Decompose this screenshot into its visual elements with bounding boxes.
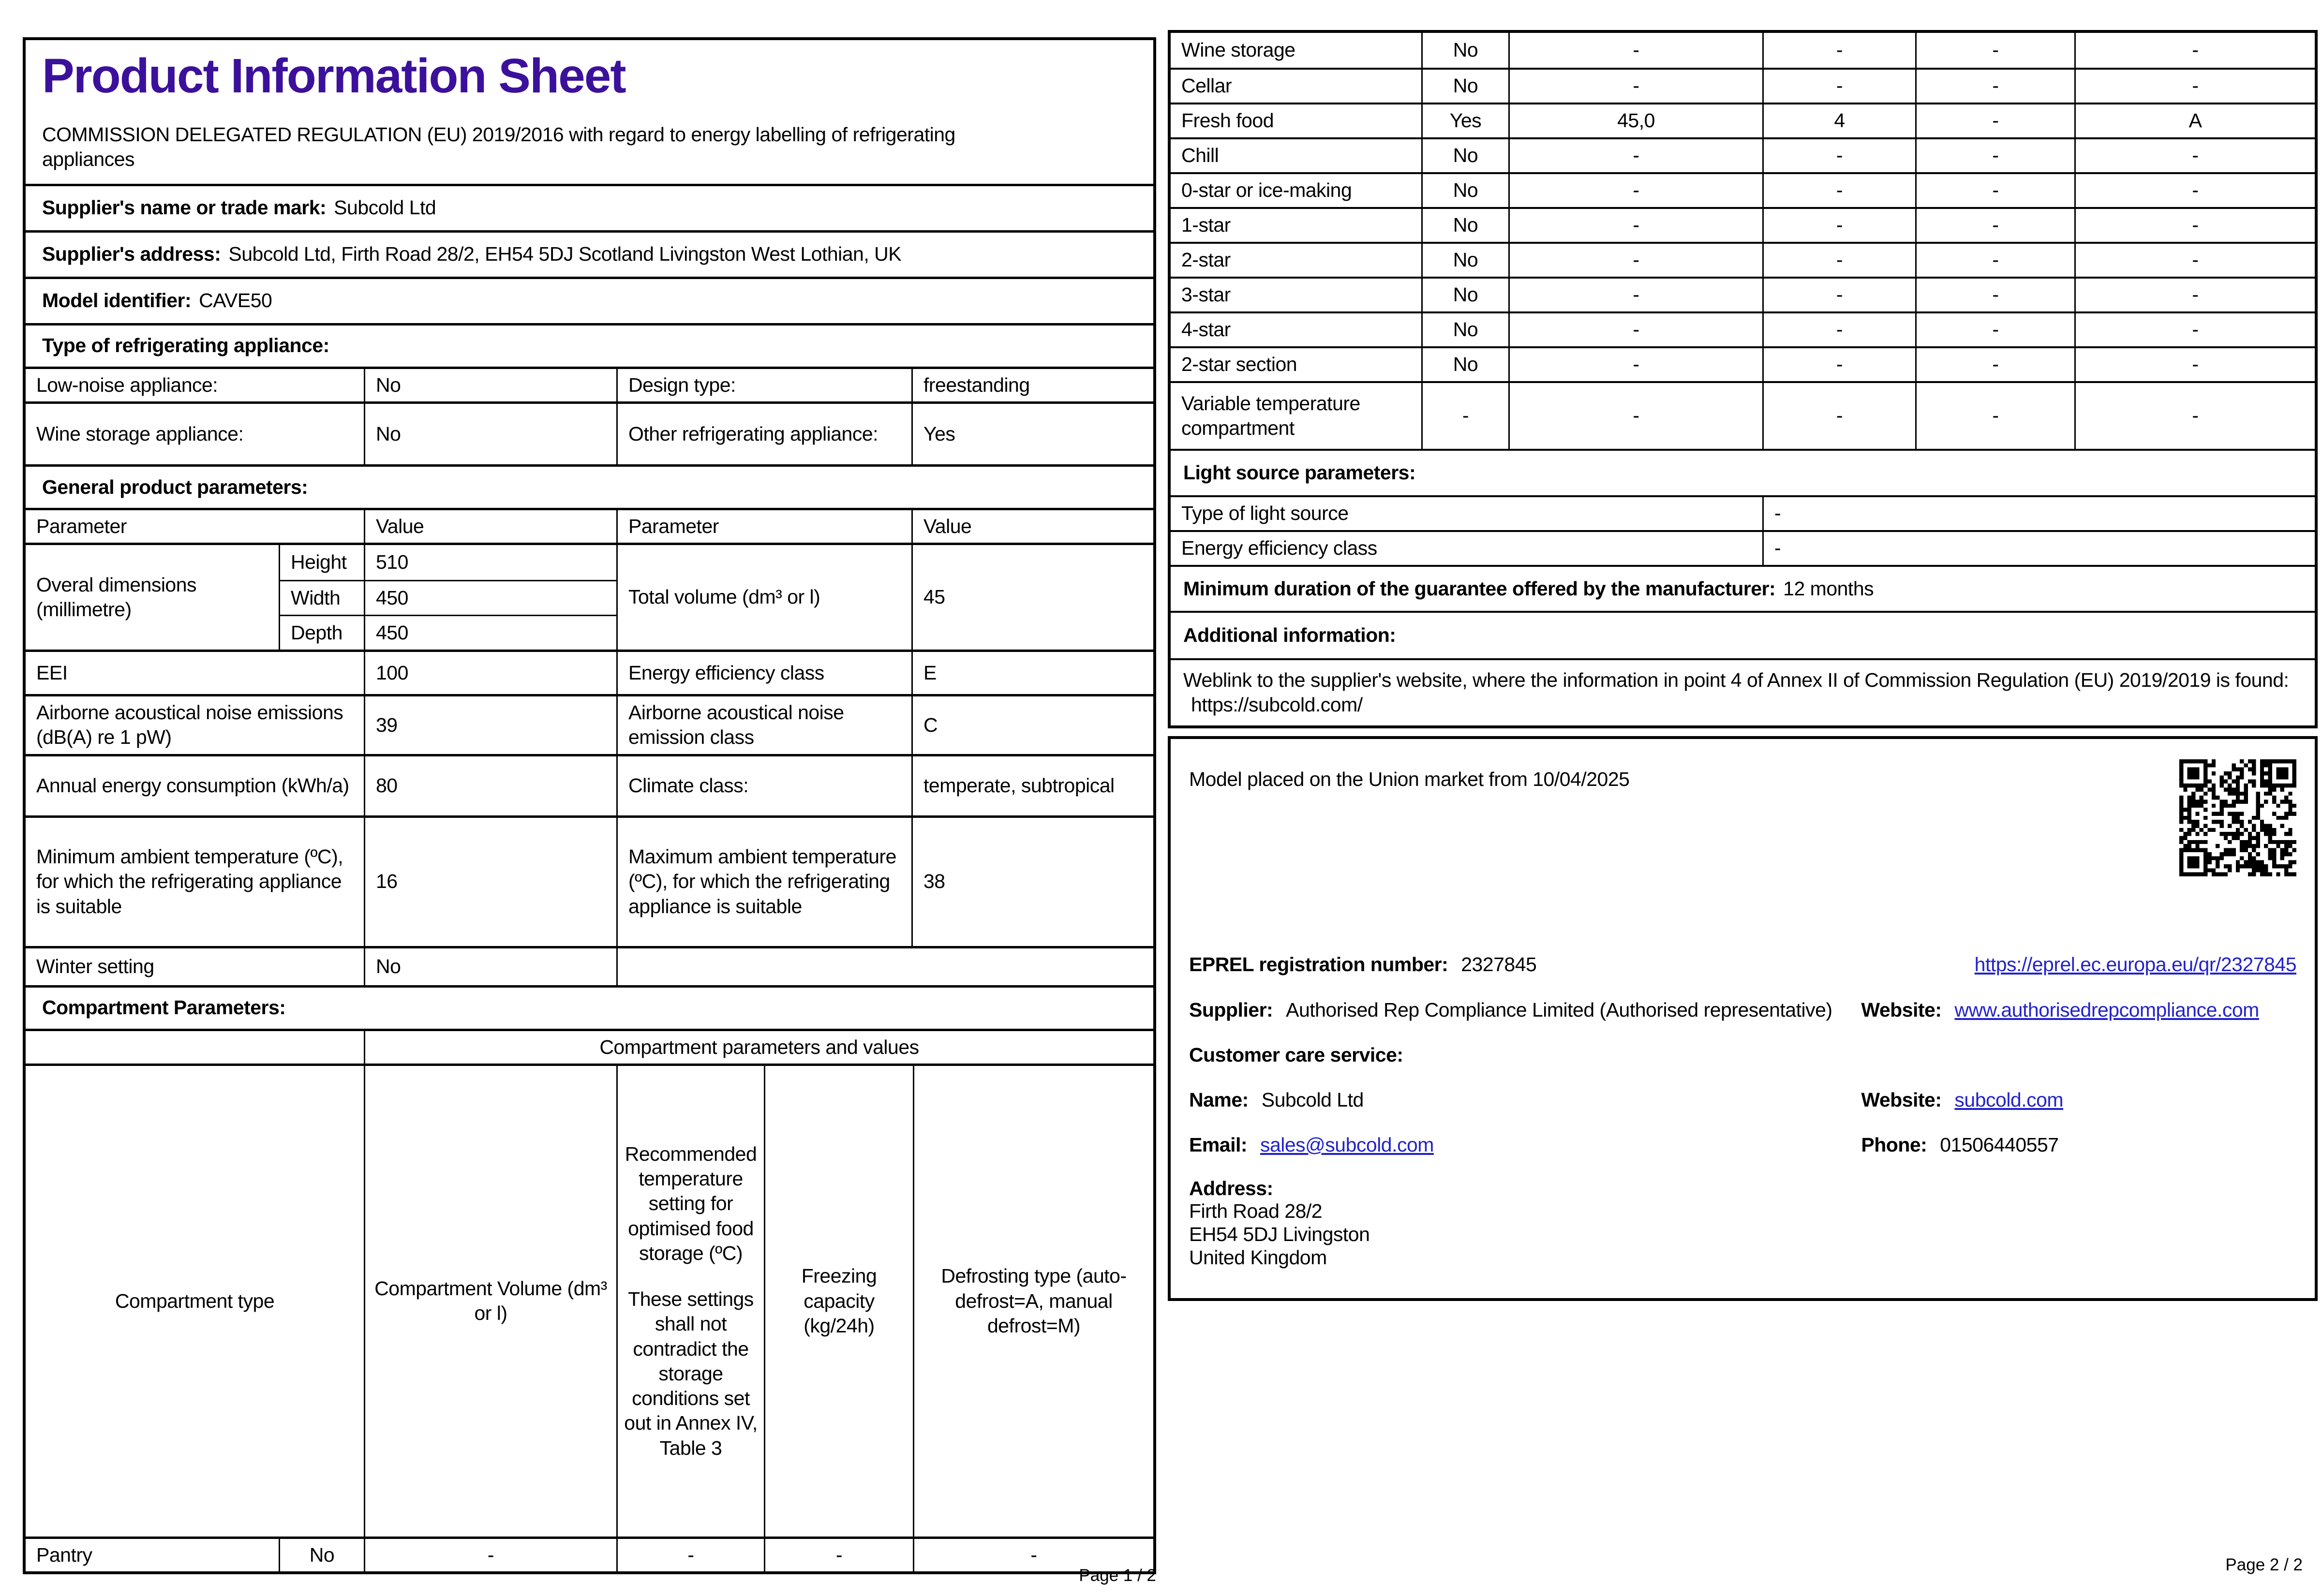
dimension-height-row [279, 545, 616, 580]
table-row [1171, 346, 2315, 381]
row-temp: - [1836, 214, 1843, 236]
eprel-row [1189, 952, 2296, 977]
row-label: 1-star [1181, 214, 1231, 236]
pantry-freezing: - [835, 1543, 843, 1566]
light-type-label: Type of light source [1181, 502, 1349, 525]
row-label: Wine storage [1181, 39, 1295, 61]
ambient-temperature-row [26, 815, 1153, 946]
row-label: Variable temperature compartment [1181, 392, 1360, 439]
light-type-value: - [1774, 502, 1781, 525]
table-row [1171, 311, 2315, 346]
row-volume: - [1633, 144, 1639, 167]
row-present: No [1453, 39, 1478, 61]
supplier-name-label: Supplier's name or trade mark: [42, 196, 327, 219]
dimension-depth-row [279, 615, 616, 650]
table-row [1171, 103, 2315, 137]
compartment-span-header-row [26, 1029, 1153, 1064]
page-1 [23, 37, 1156, 1574]
row-defrost: - [2192, 144, 2199, 167]
row-present: No [1453, 353, 1478, 376]
col-defrosting-type: Defrosting type (auto-defrost=A, manual defrost=M) [941, 1265, 1127, 1337]
row-volume: 45,0 [1617, 109, 1655, 132]
row-temp: - [1836, 179, 1843, 202]
type-section-header: Type of refrigerating appliance: [26, 323, 1153, 367]
regulation-subtitle: COMMISSION DELEGATED REGULATION (EU) 2019/2016 with regard to energy labelling of refrigerating appliances [42, 123, 955, 171]
row-temp: - [1836, 353, 1843, 376]
low-noise-label: Low-noise appliance: [36, 373, 218, 396]
pantry-row [26, 1537, 1153, 1571]
pantry-label: Pantry [36, 1543, 92, 1566]
title-block [26, 40, 1153, 184]
parameter-header-row [26, 508, 1153, 543]
row-defrost: - [2192, 249, 2199, 271]
care-name-row [1189, 1088, 2296, 1112]
col-recommended-temp-note: These settings shall not contradict the storage conditions set out in Annex IV, Table 3 [624, 1288, 758, 1459]
energy-class-label: Energy efficiency class [628, 661, 824, 684]
row-freezing: - [1992, 109, 1999, 132]
value-header: Value [376, 515, 424, 537]
compartment-section-header: Compartment Parameters: [26, 985, 1153, 1029]
row-present: - [1462, 404, 1469, 427]
row-freezing: - [1992, 318, 1999, 341]
model-identifier-label: Model identifier: [42, 289, 192, 312]
row-volume: - [1633, 74, 1639, 97]
eprel-label: EPREL registration number: [1189, 953, 1448, 976]
row-volume: - [1633, 283, 1639, 306]
eei-label: EEI [36, 661, 68, 684]
care-phone-value: 01506440557 [1940, 1134, 2059, 1156]
guarantee-label: Minimum duration of the guarantee offered by the manufacturer: [1183, 577, 1776, 600]
care-name-value: Subcold Ltd [1261, 1089, 1364, 1111]
dimensions-label: Overal dimensions (millimetre) [36, 573, 197, 621]
row-defrost: - [2192, 353, 2199, 376]
compartment-span-header: Compartment parameters and values [599, 1035, 919, 1058]
row-defrost: - [2192, 74, 2199, 97]
address-line: Firth Road 28/2 [1189, 1200, 1323, 1223]
care-website-label: Website: [1861, 1089, 1942, 1111]
row-present: No [1453, 214, 1478, 236]
row-temp: - [1836, 404, 1843, 427]
annual-energy-row [26, 754, 1153, 815]
row-freezing: - [1992, 214, 1999, 236]
wine-storage-appliance-row [26, 401, 1153, 464]
design-type-value: freestanding [923, 373, 1030, 396]
table-row [1171, 68, 2315, 103]
height-label: Height [291, 551, 347, 574]
row-label: 2-star section [1181, 353, 1297, 376]
row-volume: - [1633, 39, 1639, 61]
annual-energy-label: Annual energy consumption (kWh/a) [36, 774, 349, 797]
row-present: No [1453, 74, 1478, 97]
eprel-number: 2327845 [1461, 953, 1537, 976]
row-temp: - [1836, 74, 1843, 97]
energy-class-value: E [923, 661, 937, 684]
row-temp: - [1836, 318, 1843, 341]
parameter-header: Parameter [628, 515, 719, 537]
page-2-upper-box [1168, 30, 2318, 728]
guarantee-value: 12 months [1783, 577, 1874, 600]
pantry-defrost: - [1030, 1543, 1037, 1566]
row-freezing: - [1992, 39, 1999, 61]
address-label: Address: [1189, 1177, 1273, 1199]
parameter-header: Parameter [36, 515, 127, 537]
table-row [1171, 381, 2315, 449]
noise-class-label: Airborne acoustical noise emission class [628, 701, 844, 749]
row-present: No [1453, 249, 1478, 271]
page-2-footer: Page 2 / 2 [2225, 1555, 2303, 1574]
table-row [1171, 172, 2315, 207]
pantry-present: No [309, 1543, 335, 1566]
col-freezing-capacity: Freezing capacity (kg/24h) [801, 1265, 877, 1337]
wine-storage-appliance-value: No [376, 422, 401, 445]
table-row [1171, 137, 2315, 172]
eei-row [26, 650, 1153, 694]
page-2-lower-box [1168, 736, 2318, 1301]
value-header: Value [923, 515, 972, 537]
row-present: No [1453, 144, 1478, 167]
row-present: No [1453, 179, 1478, 202]
care-email-row [1189, 1133, 2296, 1157]
row-volume: - [1633, 318, 1639, 341]
row-freezing: - [1992, 144, 1999, 167]
row-defrost: - [2192, 318, 2199, 341]
winter-setting-label: Winter setting [36, 955, 154, 977]
address-block [1189, 1177, 2296, 1270]
weblink-row [1171, 658, 2315, 725]
row-label: 2-star [1181, 249, 1231, 271]
supplier-address-value: Subcold Ltd, Firth Road 28/2, EH54 5DJ Scotland Livingston West Lothian, UK [228, 243, 902, 266]
annual-energy-value: 80 [376, 774, 398, 797]
address-line: United Kingdom [1189, 1246, 1327, 1269]
noise-emissions-value: 39 [376, 713, 398, 736]
care-email-label: Email: [1189, 1134, 1248, 1156]
care-website-link[interactable]: subcold.com [1954, 1089, 2064, 1111]
depth-value: 450 [376, 621, 408, 644]
row-freezing: - [1992, 404, 1999, 427]
row-freezing: - [1992, 353, 1999, 376]
min-temp-value: 16 [376, 870, 398, 893]
total-volume-label: Total volume (dm³ or l) [628, 586, 820, 608]
table-row [1171, 277, 2315, 311]
row-label: 3-star [1181, 283, 1231, 306]
winter-setting-row [26, 946, 1153, 985]
light-class-row [1171, 530, 2315, 565]
light-section-header: Light source parameters: [1171, 449, 2315, 495]
dimension-width-row [279, 580, 616, 615]
light-type-row [1171, 495, 2315, 530]
row-defrost: - [2192, 179, 2199, 202]
supplier-name-row [26, 184, 1153, 230]
row-defrost: - [2192, 283, 2199, 306]
row-volume: - [1633, 214, 1639, 236]
supplier-address-row [26, 230, 1153, 277]
row-temp: - [1836, 144, 1843, 167]
col-compartment-volume: Compartment Volume (dm³ or l) [374, 1277, 607, 1325]
row-label: Chill [1181, 144, 1219, 167]
col-compartment-type: Compartment type [115, 1289, 275, 1312]
low-noise-row [26, 367, 1153, 401]
max-temp-label: Maximum ambient temperature (ºC), for which the refrigerating appliance is suitable [628, 845, 896, 917]
weblink-url: https://subcold.com/ [1191, 694, 1363, 716]
row-freezing: - [1992, 74, 1999, 97]
supplier-website-link[interactable]: www.authorisedrepcompliance.com [1954, 998, 2259, 1021]
page-1-footer: Page 1 / 2 [1079, 1566, 1156, 1585]
eei-value: 100 [376, 661, 408, 684]
row-present: No [1453, 318, 1478, 341]
eprel-link[interactable]: https://eprel.ec.europa.eu/qr/2327845 [1974, 953, 2296, 976]
dimensions-row [26, 543, 1153, 650]
row-temp: - [1836, 249, 1843, 271]
col-recommended-temp: Recommended temperature setting for optimised food storage (ºC) [625, 1142, 757, 1264]
row-freezing: - [1992, 283, 1999, 306]
row-defrost: - [2192, 404, 2199, 427]
supplier-name-value: Subcold Ltd [334, 196, 436, 219]
supplier-label: Supplier: [1189, 998, 1273, 1021]
design-type-label: Design type: [628, 373, 736, 396]
row-label: 0-star or ice-making [1181, 179, 1352, 202]
care-phone-label: Phone: [1861, 1134, 1927, 1156]
qr-code [2179, 759, 2296, 876]
row-freezing: - [1992, 179, 1999, 202]
climate-class-value: temperate, subtropical [923, 774, 1115, 797]
wine-storage-appliance-label: Wine storage appliance: [36, 422, 244, 445]
pantry-volume: - [487, 1543, 494, 1566]
supplier-row [1189, 998, 2296, 1022]
other-appliance-label: Other refrigerating appliance: [628, 422, 878, 445]
row-label: 4-star [1181, 318, 1231, 341]
model-identifier-row [26, 277, 1153, 323]
address-line: EH54 5DJ Livingston [1189, 1223, 1370, 1246]
row-defrost: - [2192, 39, 2199, 61]
row-freezing: - [1992, 249, 1999, 271]
supplier-website-label: Website: [1861, 998, 1942, 1021]
row-volume: - [1633, 404, 1639, 427]
noise-emissions-label: Airborne acoustical noise emissions (dB(A) re 1 pW) [36, 701, 343, 749]
row-volume: - [1633, 179, 1639, 202]
market-placement-text: Model placed on the Union market from 10/04/2025 [1189, 768, 1630, 790]
noise-row [26, 694, 1153, 754]
empty-cell [26, 1031, 364, 1064]
min-temp-label: Minimum ambient temperature (ºC), for which the refrigerating appliance is suitable [36, 845, 343, 917]
row-temp: - [1836, 283, 1843, 306]
guarantee-row [1171, 565, 2315, 611]
width-label: Width [291, 586, 341, 609]
compartment-column-headers [26, 1064, 1153, 1537]
row-defrost: A [2188, 109, 2202, 132]
general-section-header: General product parameters: [26, 464, 1153, 508]
noise-class-value: C [923, 713, 938, 736]
weblink-text: Weblink to the supplier's website, where the information in point 4 of Annex II of Commission Regulation (EU) 2019/2019 is found: [1183, 669, 2289, 691]
row-volume: - [1633, 353, 1639, 376]
page-title: Product Information Sheet [42, 49, 625, 103]
row-label: Fresh food [1181, 109, 1274, 132]
row-volume: - [1633, 249, 1639, 271]
row-temp: 4 [1834, 109, 1845, 132]
model-identifier-value: CAVE50 [199, 289, 272, 312]
care-name-label: Name: [1189, 1089, 1249, 1111]
low-noise-value: No [376, 373, 401, 396]
total-volume-value: 45 [923, 586, 945, 608]
depth-label: Depth [291, 621, 342, 644]
max-temp-value: 38 [923, 870, 945, 893]
customer-care-header: Customer care service: [1189, 1043, 1403, 1066]
row-temp: - [1836, 39, 1843, 61]
row-present: No [1453, 283, 1478, 306]
other-appliance-value: Yes [923, 422, 955, 445]
additional-section-header: Additional information: [1171, 611, 2315, 658]
table-row [1171, 33, 2315, 68]
climate-class-label: Climate class: [628, 774, 749, 797]
row-present: Yes [1449, 109, 1482, 132]
table-row [1171, 207, 2315, 242]
row-defrost: - [2192, 214, 2199, 236]
winter-setting-value: No [376, 955, 401, 977]
height-value: 510 [376, 551, 408, 574]
empty-cell [616, 948, 1153, 985]
pantry-temp: - [687, 1543, 694, 1566]
supplier-address-label: Supplier's address: [42, 243, 221, 266]
width-value: 450 [376, 586, 408, 609]
care-email-link[interactable]: sales@subcold.com [1260, 1134, 1434, 1156]
table-row [1171, 242, 2315, 277]
light-class-label: Energy efficiency class [1181, 537, 1377, 560]
row-label: Cellar [1181, 74, 1232, 97]
light-class-value: - [1774, 537, 1781, 560]
supplier-value: Authorised Rep Compliance Limited (Authorised representative) [1286, 998, 1832, 1021]
